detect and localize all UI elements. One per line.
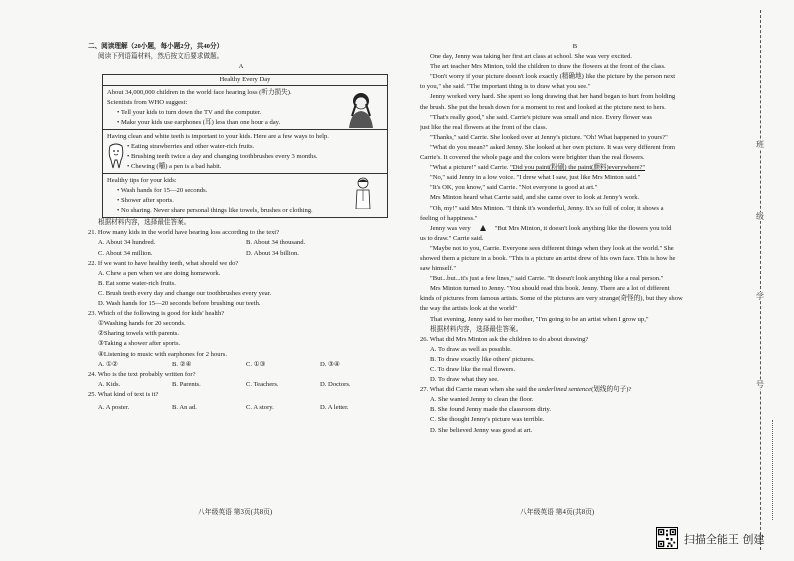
blank-marker <box>471 225 495 232</box>
paragraph-line: "No," said Jenny in a low voice. "I drew what I saw, just like Mrs Minton said." <box>430 174 641 182</box>
paragraph-line: "Don't worry if your picture doesn't look exactly (精确地) like the picture by the person next <box>430 73 676 81</box>
box-line: • Make your kids use earphones (耳) less than one hour a day. <box>117 119 281 127</box>
sidebar-label: 级 <box>756 212 764 221</box>
option-c[interactable]: C. ①③ <box>246 360 266 368</box>
box-line: • Eating strawberries and other water-rich fruits. <box>127 143 255 151</box>
paragraph-line: "Maybe not to you, Carrie. Everyone sees different things when they look at the world." She <box>430 244 674 252</box>
option-a[interactable]: A. About 34 hundred. <box>98 239 156 247</box>
box-line: • Shower after sports. <box>117 197 174 205</box>
paragraph-line: saw himself." <box>420 265 457 273</box>
question-23 <box>88 309 394 370</box>
option-b[interactable]: B. Parents. <box>172 380 201 388</box>
question-stem: 24. Who is the text probably written for? <box>88 370 196 378</box>
box-line: • Chewing (嚼) a pen is a bad habit. <box>127 163 222 171</box>
left-page-footer: 八年级英语 第3页(共8页) <box>198 509 273 516</box>
line-text: "But Mrs Minton, it doesn't look anything like the flowers you told <box>494 224 672 232</box>
question-stem: 21. How many kids in the world have hearing loss according to the text? <box>88 229 280 237</box>
tooth-illustration <box>107 142 125 170</box>
underlined-sentence: "Did you paint(粉刷) the paint(颜料)everywhere?" <box>510 164 646 172</box>
paragraph-line: showed them a picture in a book. "This is a picture an artist drew of his own face. This is how he <box>420 254 676 262</box>
option-d[interactable]: D. She believed Jenny was good at art. <box>430 426 533 434</box>
box-line: • Tell your kids to turn down the TV and the computer. <box>117 109 262 117</box>
option-c[interactable]: C. A story. <box>246 403 274 411</box>
option-b[interactable]: B. An ad. <box>172 403 197 411</box>
statement-2: ②Sharing towels with parents. <box>98 330 179 338</box>
sidebar-label: 号 <box>756 380 764 389</box>
option-a[interactable]: A. To draw as well as possible. <box>430 345 512 353</box>
qr-code-icon <box>656 527 678 549</box>
option-a[interactable]: A. Chew a pen when we are doing homework. <box>98 269 221 277</box>
paragraph-line: "But...but...it's just a few lines," said Carrie. "It doesn't look anything like a real person." <box>430 275 664 283</box>
question-27 <box>420 385 730 435</box>
option-b[interactable]: B. About 34 thousand. <box>246 239 306 247</box>
answer-instruction: 根据材料内容，选择最佳答案。 <box>98 219 191 227</box>
option-row <box>88 249 394 259</box>
paragraph-line: "Oh, my!" said Mrs Minton. "I think it's wonderful, Jenny. It's so full of color, it shows a <box>430 204 664 212</box>
option-b[interactable]: B. ②④ <box>172 360 192 368</box>
box-line: • Brushing teeth twice a day and changing toothbrushes every 3 months. <box>127 153 318 161</box>
paragraph-line: "It's OK, you know," said Carrie. "Not everyone is good at art." <box>430 184 598 192</box>
question-24 <box>88 370 394 390</box>
stem-text: (划线的句子)? <box>591 386 632 394</box>
box-line: • No sharing. Never share personal things like towels, brushes or clothing. <box>117 207 313 215</box>
hygiene-section <box>103 174 387 217</box>
option-a[interactable]: A. She wanted Jenny to clean the floor. <box>430 396 534 404</box>
option-d[interactable]: D. ③④ <box>320 360 340 368</box>
paragraph-line: "That's really good," she said. Carrie's picture was small and nice. Every flower was <box>430 113 652 121</box>
paragraph-line: to you," she said. "The important thing is to draw what you see." <box>420 83 591 91</box>
paragraph-line: feeling of happiness." <box>420 214 478 222</box>
question-stem: 22. If we want to have healthy teeth, what should we do? <box>88 259 239 267</box>
statement-3: ③Taking a shower after sports. <box>98 340 181 348</box>
option-d[interactable]: D. Doctors. <box>320 380 351 388</box>
paragraph-line: kinds of pictures from famous artists. Some of the pictures are very strange(奇怪的), but they show <box>420 295 683 303</box>
box-line: About 34,000,000 children in the world face hearing loss (听力损失). <box>107 89 292 97</box>
question-25 <box>88 390 394 413</box>
right-page-footer: 八年级英语 第4页(共8页) <box>520 509 595 516</box>
statement-1: ①Washing hands for 20 seconds. <box>98 320 186 328</box>
triangle-icon <box>480 225 486 231</box>
option-a[interactable]: A. Kids. <box>98 380 121 388</box>
option-b[interactable]: B. She found Jenny made the classroom dirty. <box>430 406 551 414</box>
question-stem <box>420 385 730 395</box>
option-row <box>88 238 394 248</box>
option-c[interactable]: C. Brush teeth every day and change our toothbrushes every year. <box>98 289 272 297</box>
paragraph-line: That evening, Jenny said to her mother, "I'm going to be an artist when I grow up," <box>430 315 649 323</box>
question-21 <box>88 228 394 258</box>
paragraph-line <box>420 163 730 173</box>
option-row <box>88 380 394 390</box>
instruction: 阅读下列语篇材料，然后按文后要求做题。 <box>98 53 224 61</box>
right-page <box>420 42 730 436</box>
option-c[interactable]: C. To draw like the real flowers. <box>430 366 516 373</box>
question-stem: 23. Which of the following is good for kids' health? <box>88 310 225 318</box>
teeth-section <box>103 130 387 174</box>
paragraph-line: "Thanks," said Carrie. She looked over at Jenny's picture. "Oh! What happened to yours?" <box>430 133 668 141</box>
paragraph-line: the way the artists look at the world" <box>420 305 517 313</box>
paragraph-line: Carrie's. It covered the whole page and the colors were brighter than the real flowers. <box>420 154 645 162</box>
option-a[interactable]: A. A poster. <box>98 403 130 411</box>
question-26 <box>420 335 730 385</box>
stem-text: 27. What did Carrie mean when she said the <box>420 386 539 394</box>
doctor-illustration <box>353 177 373 209</box>
left-page <box>88 42 394 413</box>
option-b[interactable]: B. Eat some water-rich fruits. <box>98 279 176 287</box>
question-22 <box>88 259 394 309</box>
sidebar-dotted-strip <box>772 420 776 520</box>
paragraph-line: "What do you mean?" asked Jenny. She looked at her own picture. It was very different from <box>430 143 676 151</box>
option-a[interactable]: A. ①② <box>98 360 118 368</box>
option-d[interactable]: D. Wash hands for 15—20 seconds before brushing our teeth. <box>98 300 261 308</box>
passage-label-b: B <box>572 43 578 50</box>
binding-line <box>760 10 761 550</box>
option-b[interactable]: B. To draw exactly like others' pictures. <box>430 355 535 363</box>
paragraph-line: us to draw." Carrie said. <box>420 234 484 242</box>
statement-4: ④Listening to music with earphones for 2 hours. <box>98 350 227 358</box>
box-line: Scientists from WHO suggest: <box>107 99 188 107</box>
option-row <box>88 403 394 413</box>
option-d[interactable]: D. A letter. <box>320 403 349 411</box>
question-stem: 26. What did Mrs Minton ask the children to do about drawing? <box>420 335 589 343</box>
paragraph-line: Mrs Minton turned to Jenny. "You should read this book. Jenny. There are a lot of different <box>430 285 670 293</box>
paragraph-line: Jenny worked very hard. She spent so long drawing that her hand began to hurt from holding <box>430 93 676 101</box>
section-title: 二、阅读理解（20小题，每小题2分，共40分） <box>88 43 224 50</box>
paragraph-line: just like the real flowers at the front of the class. <box>420 123 548 131</box>
hearing-section <box>103 86 387 130</box>
line-text: Jenny was very <box>430 224 471 232</box>
paragraph-line: One day, Jenny was taking her first art class at school. She was very excited. <box>430 53 632 61</box>
paragraph-line: the brush. She put the brush down for a moment to rest and looked at the picture next to hers. <box>420 103 666 111</box>
box-title: Healthy Every Day <box>103 75 387 86</box>
option-c[interactable]: C. Teachers. <box>246 380 279 388</box>
sidebar-label: 班 <box>756 140 764 149</box>
box-line: Having clean and white teeth is important to your kids. Here are a few ways to help. <box>107 133 329 141</box>
health-box <box>102 74 388 218</box>
box-line: Healthy tips for your kids: <box>107 177 177 185</box>
answer-instruction: 根据材料内容，选择最佳答案。 <box>430 325 523 333</box>
sidebar-label: 学 <box>756 292 764 301</box>
paragraph-line: The art teacher Mrs Minton, told the children to draw the flowers at the front of the class. <box>430 63 666 71</box>
option-c[interactable]: C. About 34 million. <box>98 249 153 257</box>
option-c[interactable]: C. She thought Jenny's picture was terrible. <box>430 416 545 424</box>
paragraph-line: Mrs Minton heard what Carrie said, and she came over to look at Jenny's work. <box>430 194 640 202</box>
option-d[interactable]: D. About 34 billion. <box>246 249 299 257</box>
boy-covering-ears-illustration <box>343 90 379 128</box>
option-row <box>88 360 394 370</box>
passage-label-a: A <box>238 63 244 71</box>
question-stem: 25. What kind of text is it? <box>88 390 159 398</box>
stem-emphasis: underlined sentence <box>538 386 592 394</box>
option-d[interactable]: D. To draw what they see. <box>430 376 499 384</box>
line-text: "What a picture!" said Carrie. <box>430 164 511 172</box>
scanner-watermark: 扫描全能王 创建 <box>684 533 765 546</box>
paragraph-line <box>420 224 730 234</box>
box-line: • Wash hands for 15—20 seconds. <box>117 187 208 195</box>
